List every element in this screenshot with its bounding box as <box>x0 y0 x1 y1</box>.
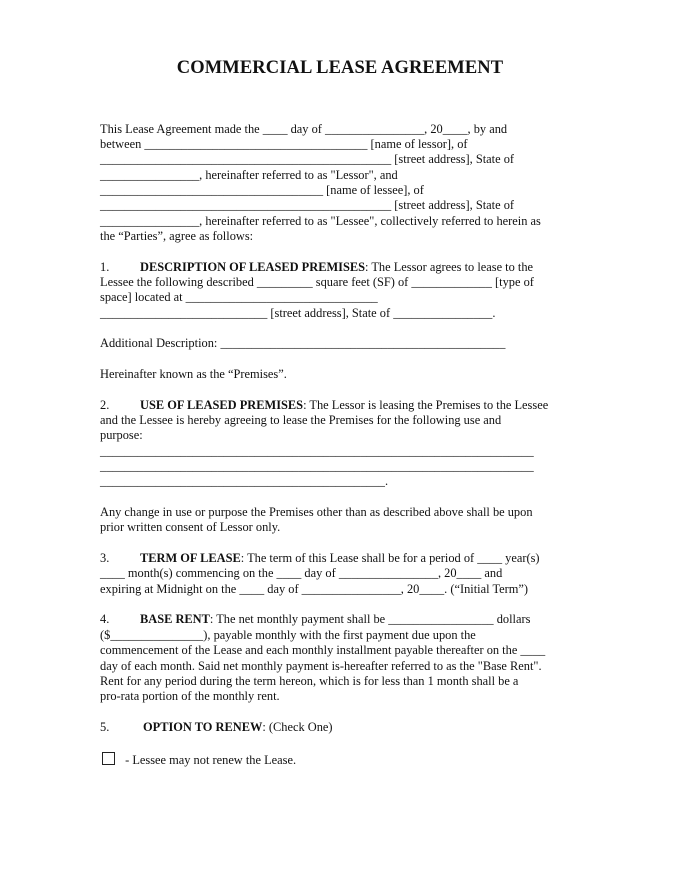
section-heading: BASE RENT <box>140 612 210 626</box>
document-title: COMMERCIAL LEASE AGREEMENT <box>176 58 504 78</box>
section-3-heading-line <box>100 551 540 566</box>
section-5-heading-line <box>100 720 333 735</box>
section-text: : (Check One) <box>262 720 333 734</box>
additional-description: Additional Description: ______________________________________________ <box>100 336 506 350</box>
section-heading: OPTION TO RENEW <box>143 720 263 734</box>
section-number: 5. <box>100 720 110 734</box>
blank-line: ______________________________________________________________________ <box>100 459 534 473</box>
change-use-line: prior written consent of Lessor only. <box>100 520 281 534</box>
section-4-line: pro-rata portion of the monthly rent. <box>100 689 280 703</box>
section-2-line: and the Lessee is hereby agreeing to lease the Premises for the following use and <box>100 413 502 427</box>
intro-line: _______________________________________________ [street address], State of <box>100 152 515 166</box>
section-text: : The net monthly payment shall be _________________ dollars <box>209 612 531 626</box>
intro-line: ________________, hereinafter referred to as "Lessee", collectively referred to herein as <box>100 214 541 228</box>
section-1-line: ___________________________ [street address], State of ________________. <box>100 306 496 320</box>
section-text: : The term of this Lease shall be for a period of ____ year(s) <box>240 551 540 565</box>
renew-option-no-renewal <box>102 752 296 768</box>
section-3-line: expiring at Midnight on the ____ day of ________________, 20____. (“Initial Term”) <box>100 582 529 596</box>
section-number: 4. <box>100 612 110 626</box>
section-4-line: day of each month. Said net monthly payment is-hereafter referred to as the "Base Rent". <box>100 659 542 673</box>
intro-line: between ____________________________________ [name of lessor], of <box>100 137 468 151</box>
section-2-heading-line <box>100 398 548 413</box>
premises-definition: Hereinafter known as the “Premises”. <box>100 367 287 381</box>
section-2-line: purpose: <box>100 428 143 442</box>
section-4-line: Rent for any period during the term hereon, which is for less than 1 month shall be a <box>100 674 519 688</box>
section-4-line: ($_______________), payable monthly with the first payment due upon the <box>100 628 476 642</box>
section-1-line: Lessee the following described _________ square feet (SF) of _____________ [type of <box>100 275 534 289</box>
blank-line: ______________________________________________. <box>100 474 389 488</box>
section-1-line: space] located at _______________________________ <box>100 290 378 304</box>
section-4-line: commencement of the Lease and each monthly installment payable thereafter on the ____ <box>100 643 546 657</box>
intro-line: ________________, hereinafter referred to as "Lessor", and <box>100 168 398 182</box>
section-heading: USE OF LEASED PREMISES <box>140 398 304 412</box>
section-number: 2. <box>100 398 110 412</box>
blank-line: ______________________________________________________________________ <box>100 444 534 458</box>
section-number: 3. <box>100 551 110 565</box>
intro-line: the “Parties”, agree as follows: <box>100 229 254 243</box>
section-3-line: ____ month(s) commencing on the ____ day of ________________, 20____ and <box>100 566 503 580</box>
section-text: : The Lessor is leasing the Premises to the Lessee <box>303 398 549 412</box>
section-4-heading-line <box>100 612 530 627</box>
option-label: - Lessee may not renew the Lease. <box>122 753 297 767</box>
section-number: 1. <box>100 260 110 274</box>
checkbox[interactable] <box>102 752 115 765</box>
section-text: : The Lessor agrees to lease to the <box>365 260 534 274</box>
intro-line: _______________________________________________ [street address], State of <box>100 198 515 212</box>
intro-line: ____________________________________ [name of lessee], of <box>100 183 424 197</box>
section-heading: DESCRIPTION OF LEASED PREMISES <box>140 260 366 274</box>
intro-line: This Lease Agreement made the ____ day of ________________, 20____, by and <box>100 122 508 136</box>
change-use-line: Any change in use or purpose the Premises other than as described above shall be upon <box>100 505 533 519</box>
section-1-heading-line <box>100 260 533 275</box>
section-heading: TERM OF LEASE <box>140 551 241 565</box>
